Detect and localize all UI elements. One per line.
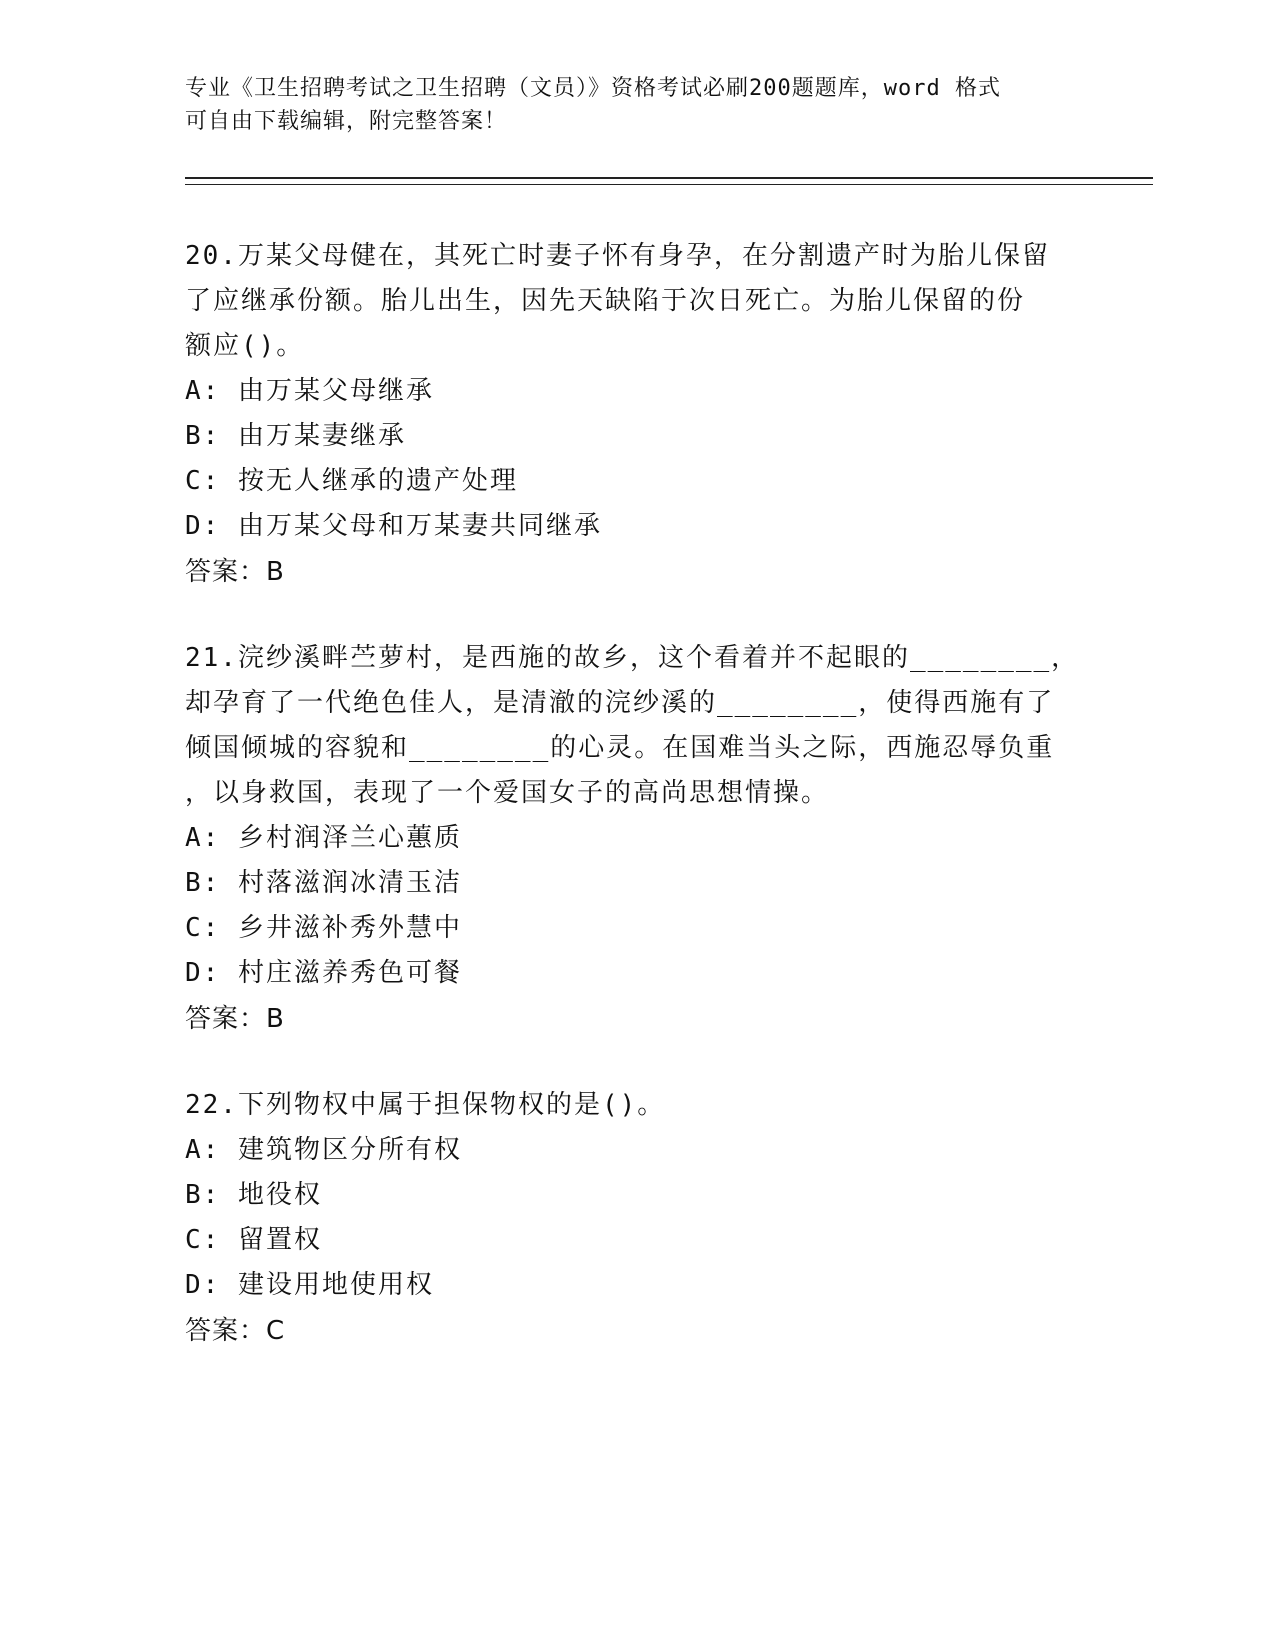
header-line-2: 可自由下载编辑，附完整答案！ — [185, 109, 508, 134]
question-text-line: 了应继承份额。胎儿出生，因先天缺陷于次日死亡。为胎儿保留的份 — [185, 286, 1026, 316]
header-line-1: 专业《卫生招聘考试之卫生招聘（文员）》资格考试必刷200题题库，word 格式 — [185, 76, 1001, 101]
question-20 — [185, 234, 1085, 596]
option-c: C: 按无人继承的遗产处理 — [185, 466, 518, 496]
header-divider — [185, 177, 1153, 185]
answer: 答案：C — [185, 1316, 286, 1346]
question-22 — [185, 1083, 1085, 1355]
question-text-line: 21.浣纱溪畔苎萝村，是西施的故乡，这个看着并不起眼的________， — [185, 643, 1080, 673]
option-d: D: 由万某父母和万某妻共同继承 — [185, 511, 602, 541]
option-c: C: 留置权 — [185, 1225, 322, 1255]
question-text-line: 额应()。 — [185, 331, 305, 361]
option-d: D: 建设用地使用权 — [185, 1270, 434, 1300]
option-b: B: 由万某妻继承 — [185, 421, 406, 451]
option-b: B: 地役权 — [185, 1180, 322, 1210]
option-a: A: 建筑物区分所有权 — [185, 1135, 462, 1165]
option-b: B: 村落滋润冰清玉洁 — [185, 868, 462, 898]
question-text-line: 20.万某父母健在，其死亡时妻子怀有身孕，在分割遗产时为胎儿保留 — [185, 241, 1050, 271]
option-a: A: 由万某父母继承 — [185, 376, 434, 406]
question-list — [185, 234, 1085, 1395]
question-21 — [185, 636, 1085, 1043]
option-d: D: 村庄滋养秀色可餐 — [185, 958, 462, 988]
option-a: A: 乡村润泽兰心蕙质 — [185, 823, 462, 853]
question-text-line: 22.下列物权中属于担保物权的是()。 — [185, 1090, 666, 1120]
question-text-line: 却孕育了一代绝色佳人，是清澈的浣纱溪的________，使得西施有了 — [185, 688, 1055, 718]
answer: 答案：B — [185, 557, 285, 587]
document-header — [185, 72, 1065, 138]
answer: 答案：B — [185, 1004, 285, 1034]
option-c: C: 乡井滋补秀外慧中 — [185, 913, 462, 943]
question-text-line: 倾国倾城的容貌和________的心灵。在国难当头之际，西施忍辱负重 — [185, 733, 1055, 763]
question-text-line: ，以身救国，表现了一个爱国女子的高尚思想情操。 — [185, 778, 830, 808]
